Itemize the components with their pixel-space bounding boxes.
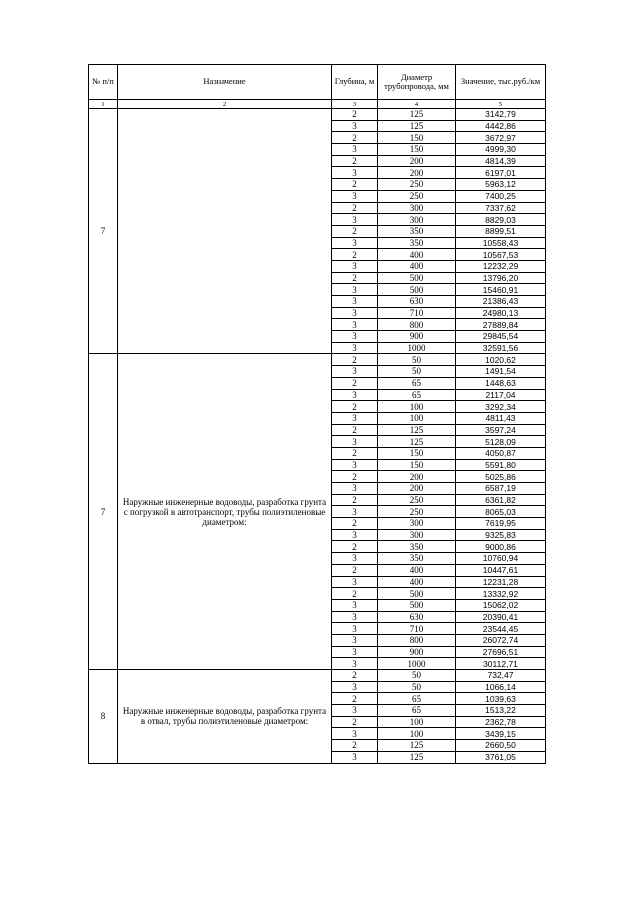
depth-cell: 2 <box>332 202 378 214</box>
diameter-cell: 150 <box>378 132 456 144</box>
value-cell: 6587,19 <box>456 483 546 495</box>
diameter-cell: 125 <box>378 740 456 752</box>
value-cell: 20390,41 <box>456 611 546 623</box>
value-cell: 13332,92 <box>456 588 546 600</box>
diameter-cell: 100 <box>378 412 456 424</box>
value-cell: 3292,34 <box>456 401 546 413</box>
diameter-cell: 500 <box>378 272 456 284</box>
diameter-cell: 150 <box>378 447 456 459</box>
depth-cell: 3 <box>332 529 378 541</box>
diameter-cell: 50 <box>378 366 456 378</box>
diameter-cell: 65 <box>378 389 456 401</box>
depth-cell: 2 <box>332 109 378 121</box>
depth-cell: 2 <box>332 670 378 682</box>
diameter-cell: 350 <box>378 225 456 237</box>
diameter-cell: 630 <box>378 296 456 308</box>
value-cell: 12231,28 <box>456 576 546 588</box>
depth-cell: 3 <box>332 483 378 495</box>
diameter-cell: 50 <box>378 354 456 366</box>
header-depth: Глубина, м <box>332 65 378 100</box>
diameter-cell: 500 <box>378 284 456 296</box>
value-cell: 4811,43 <box>456 412 546 424</box>
diameter-cell: 100 <box>378 401 456 413</box>
row-description: Наружные инженерные водоводы, разработка грунта в отвал, трубы полиэтиленовые диаметром: <box>118 670 332 764</box>
depth-cell: 3 <box>332 366 378 378</box>
diameter-cell: 150 <box>378 459 456 471</box>
value-cell: 27889,84 <box>456 319 546 331</box>
depth-cell: 3 <box>332 599 378 611</box>
value-cell: 3761,05 <box>456 751 546 763</box>
diameter-cell: 500 <box>378 599 456 611</box>
diameter-cell: 250 <box>378 190 456 202</box>
diameter-cell: 250 <box>378 506 456 518</box>
header-name: Назначение <box>118 65 332 100</box>
value-cell: 2117,04 <box>456 389 546 401</box>
value-cell: 1448,63 <box>456 377 546 389</box>
value-cell: 7400,25 <box>456 190 546 202</box>
value-cell: 15062,02 <box>456 599 546 611</box>
diameter-cell: 300 <box>378 518 456 530</box>
value-cell: 32591,56 <box>456 342 546 354</box>
value-cell: 3597,24 <box>456 424 546 436</box>
diameter-cell: 125 <box>378 120 456 132</box>
value-cell: 10558,43 <box>456 237 546 249</box>
table-row <box>89 109 546 121</box>
depth-cell: 3 <box>332 634 378 646</box>
value-cell: 9325,83 <box>456 529 546 541</box>
value-cell: 1020,62 <box>456 354 546 366</box>
depth-cell: 2 <box>332 155 378 167</box>
diameter-cell: 50 <box>378 670 456 682</box>
column-number: 4 <box>378 100 456 109</box>
depth-cell: 3 <box>332 296 378 308</box>
value-cell: 5025,86 <box>456 471 546 483</box>
value-cell: 3439,15 <box>456 728 546 740</box>
depth-cell: 2 <box>332 225 378 237</box>
column-number: 2 <box>118 100 332 109</box>
depth-cell: 3 <box>332 167 378 179</box>
diameter-cell: 100 <box>378 728 456 740</box>
depth-cell: 3 <box>332 576 378 588</box>
depth-cell: 3 <box>332 553 378 565</box>
depth-cell: 3 <box>332 389 378 401</box>
depth-cell: 3 <box>332 705 378 717</box>
depth-cell: 3 <box>332 728 378 740</box>
value-cell: 10760,94 <box>456 553 546 565</box>
row-number: 7 <box>89 354 118 670</box>
depth-cell: 2 <box>332 354 378 366</box>
value-cell: 10447,61 <box>456 564 546 576</box>
depth-cell: 3 <box>332 412 378 424</box>
value-cell: 10567,53 <box>456 249 546 261</box>
depth-cell: 3 <box>332 144 378 156</box>
value-cell: 4442,86 <box>456 120 546 132</box>
depth-cell: 2 <box>332 471 378 483</box>
diameter-cell: 710 <box>378 307 456 319</box>
row-description: Наружные инженерные водоводы, разработка грунта с погрузкой в автотранспорт, трубы полиэтиленовые диаметром: <box>118 354 332 670</box>
diameter-cell: 300 <box>378 202 456 214</box>
depth-cell: 2 <box>332 588 378 600</box>
column-number: 1 <box>89 100 118 109</box>
diameter-cell: 100 <box>378 716 456 728</box>
diameter-cell: 1000 <box>378 658 456 670</box>
diameter-cell: 710 <box>378 623 456 635</box>
depth-cell: 2 <box>332 518 378 530</box>
diameter-cell: 800 <box>378 319 456 331</box>
value-cell: 13796,20 <box>456 272 546 284</box>
depth-cell: 2 <box>332 716 378 728</box>
diameter-cell: 200 <box>378 471 456 483</box>
diameter-cell: 630 <box>378 611 456 623</box>
value-cell: 21386,43 <box>456 296 546 308</box>
value-cell: 26072,74 <box>456 634 546 646</box>
diameter-cell: 250 <box>378 494 456 506</box>
depth-cell: 2 <box>332 132 378 144</box>
value-cell: 6361,82 <box>456 494 546 506</box>
depth-cell: 3 <box>332 658 378 670</box>
value-cell: 12232,29 <box>456 260 546 272</box>
table-row <box>89 354 546 366</box>
depth-cell: 3 <box>332 436 378 448</box>
diameter-cell: 300 <box>378 529 456 541</box>
depth-cell: 2 <box>332 272 378 284</box>
table-row <box>89 670 546 682</box>
value-cell: 29845,54 <box>456 331 546 343</box>
table-body <box>89 65 546 764</box>
diameter-cell: 800 <box>378 634 456 646</box>
diameter-cell: 400 <box>378 260 456 272</box>
value-cell: 6197,01 <box>456 167 546 179</box>
depth-cell: 3 <box>332 214 378 226</box>
depth-cell: 2 <box>332 249 378 261</box>
diameter-cell: 400 <box>378 564 456 576</box>
value-cell: 8899,51 <box>456 225 546 237</box>
diameter-cell: 125 <box>378 424 456 436</box>
depth-cell: 3 <box>332 284 378 296</box>
diameter-cell: 125 <box>378 751 456 763</box>
diameter-cell: 125 <box>378 109 456 121</box>
value-cell: 4814,39 <box>456 155 546 167</box>
depth-cell: 3 <box>332 190 378 202</box>
value-cell: 24980,13 <box>456 307 546 319</box>
value-cell: 7337,62 <box>456 202 546 214</box>
depth-cell: 3 <box>332 260 378 272</box>
depth-cell: 3 <box>332 307 378 319</box>
diameter-cell: 350 <box>378 237 456 249</box>
depth-cell: 2 <box>332 179 378 191</box>
depth-cell: 2 <box>332 401 378 413</box>
diameter-cell: 900 <box>378 646 456 658</box>
value-cell: 8829,03 <box>456 214 546 226</box>
diameter-cell: 65 <box>378 377 456 389</box>
diameter-cell: 900 <box>378 331 456 343</box>
header-diameter: Диаметр трубопровода, мм <box>378 65 456 100</box>
depth-cell: 2 <box>332 494 378 506</box>
diameter-cell: 400 <box>378 576 456 588</box>
row-number: 8 <box>89 670 118 764</box>
value-cell: 1066,14 <box>456 681 546 693</box>
diameter-cell: 350 <box>378 541 456 553</box>
depth-cell: 3 <box>332 319 378 331</box>
depth-cell: 2 <box>332 740 378 752</box>
value-cell: 15460,91 <box>456 284 546 296</box>
column-number-row <box>89 100 546 109</box>
depth-cell: 3 <box>332 751 378 763</box>
depth-cell: 2 <box>332 541 378 553</box>
depth-cell: 3 <box>332 237 378 249</box>
diameter-cell: 65 <box>378 705 456 717</box>
depth-cell: 3 <box>332 646 378 658</box>
value-cell: 3672,97 <box>456 132 546 144</box>
depth-cell: 2 <box>332 447 378 459</box>
diameter-cell: 50 <box>378 681 456 693</box>
column-number: 3 <box>332 100 378 109</box>
diameter-cell: 125 <box>378 436 456 448</box>
diameter-cell: 65 <box>378 693 456 705</box>
price-table <box>88 64 546 764</box>
value-cell: 8065,03 <box>456 506 546 518</box>
value-cell: 5963,12 <box>456 179 546 191</box>
value-cell: 5128,09 <box>456 436 546 448</box>
column-number: 5 <box>456 100 546 109</box>
value-cell: 27696,51 <box>456 646 546 658</box>
value-cell: 23544,45 <box>456 623 546 635</box>
header-value: Значение, тыс.руб./км <box>456 65 546 100</box>
header-no: № п/п <box>89 65 118 100</box>
diameter-cell: 200 <box>378 167 456 179</box>
depth-cell: 3 <box>332 459 378 471</box>
value-cell: 732,47 <box>456 670 546 682</box>
value-cell: 1039,63 <box>456 693 546 705</box>
value-cell: 4999,30 <box>456 144 546 156</box>
depth-cell: 2 <box>332 564 378 576</box>
depth-cell: 3 <box>332 120 378 132</box>
diameter-cell: 350 <box>378 553 456 565</box>
diameter-cell: 200 <box>378 155 456 167</box>
value-cell: 2362,78 <box>456 716 546 728</box>
value-cell: 1491,54 <box>456 366 546 378</box>
diameter-cell: 400 <box>378 249 456 261</box>
value-cell: 3142,79 <box>456 109 546 121</box>
value-cell: 30112,71 <box>456 658 546 670</box>
depth-cell: 3 <box>332 611 378 623</box>
depth-cell: 3 <box>332 342 378 354</box>
value-cell: 4050,87 <box>456 447 546 459</box>
value-cell: 5591,80 <box>456 459 546 471</box>
diameter-cell: 150 <box>378 144 456 156</box>
value-cell: 1513,22 <box>456 705 546 717</box>
diameter-cell: 1000 <box>378 342 456 354</box>
depth-cell: 2 <box>332 377 378 389</box>
value-cell: 7619,95 <box>456 518 546 530</box>
row-number: 7 <box>89 109 118 354</box>
depth-cell: 3 <box>332 681 378 693</box>
value-cell: 9000,86 <box>456 541 546 553</box>
diameter-cell: 200 <box>378 483 456 495</box>
value-cell: 2660,50 <box>456 740 546 752</box>
header-row <box>89 65 546 100</box>
depth-cell: 3 <box>332 506 378 518</box>
depth-cell: 2 <box>332 693 378 705</box>
diameter-cell: 250 <box>378 179 456 191</box>
depth-cell: 3 <box>332 623 378 635</box>
diameter-cell: 300 <box>378 214 456 226</box>
diameter-cell: 500 <box>378 588 456 600</box>
row-description <box>118 109 332 354</box>
depth-cell: 3 <box>332 331 378 343</box>
depth-cell: 2 <box>332 424 378 436</box>
